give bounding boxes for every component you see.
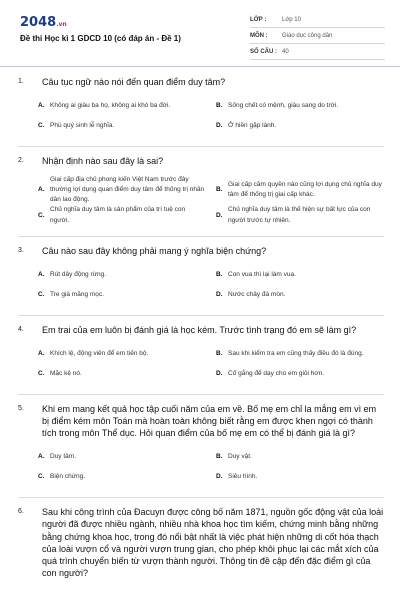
option-a[interactable] [38,175,206,205]
option-letter: C. [38,473,45,481]
page-title: Đề thi Học kì 1 GDCD 10 (có đáp án - Đề 1) [20,34,181,43]
option-letter: B. [216,349,223,357]
option-letter: D. [216,369,223,377]
question-divider [18,315,384,316]
question [0,324,400,395]
question-number: 6. [18,508,24,516]
question-number: 2. [18,157,24,165]
option-d[interactable] [216,205,384,225]
option-letter: A. [38,186,45,194]
option-text: Duy vật. [228,453,252,461]
question-number: 3. [18,246,24,254]
option-text: Chủ nghĩa duy tâm là sản phẩm của trí tuệ con người. [50,206,186,224]
option-text: Duy tâm. [50,453,77,461]
question [0,403,400,498]
option-letter: B. [216,270,223,278]
option-text: Không ai giàu ba họ, không ai khó ba đời. [50,102,171,110]
option-c[interactable] [38,116,206,136]
option-letter: A. [38,453,45,461]
option-d[interactable] [216,364,384,384]
option-letter: B. [216,102,223,110]
option-text: Chủ nghĩa duy tâm là thế hiện sự bất lực của con người trước tự nhiên. [228,206,371,224]
option-letter: C. [38,369,45,377]
question-number: 4. [18,325,24,333]
site-logo[interactable] [20,15,67,30]
option-text: Giai cấp cầm quyền nào cũng lợi dụng chủ nghĩa duy tâm để thống trị giai cấp khác. [228,181,382,199]
option-text: Siêu hình. [228,473,258,481]
question-text: Sau khi công trình của Đacuyn được công bố năm 1871, nguồn gốc động vật của loài người đã được nhiều ngành, nhiều nhà khoa học tìm kiếm, chứng minh bằng những bằng chứng khoa học, trong đó nổi bật nhất là việc phát hiện những di cốt hóa thạch của loài vượn cổ và người vượn trung gian, cho phép khôi phục lại các mắt xích của quá trình chuyển biến từ vượn thành người. Thông tin đề cập đến đặc điểm gì của con người? [42,507,384,578]
option-c[interactable] [38,205,206,225]
option-c[interactable] [38,364,206,384]
question [0,76,400,147]
option-letter: B. [216,453,223,461]
option-letter: C. [38,122,45,130]
question-text: Câu nào sau đây không phải mang ý nghĩa biện chứng? [42,245,267,256]
header-divider [0,66,400,67]
option-a[interactable] [38,265,206,285]
options [38,175,384,225]
question [0,506,400,579]
option-text: Tre già măng mọc. [50,290,104,298]
meta-label: SỐ CÂU : [250,48,277,55]
question-divider [18,394,384,395]
meta-label: LỚP : [250,16,267,23]
option-text: Cố gắng để dạy cho em giỏi hơn. [228,369,325,377]
question [0,155,400,236]
question-divider [18,236,384,237]
question-text: Câu tục ngữ nào nói đến quan điểm duy tâm? [42,77,226,87]
option-text: Sau khi kiểm tra em cũng thấy điều đó là đúng. [228,349,364,357]
option-text: Nước chảy đá mòn. [228,290,286,298]
option-b[interactable] [216,175,384,205]
option-text: Ở hiền gặp lành. [228,122,277,130]
option-b[interactable] [216,447,384,467]
question-divider [18,497,384,498]
question-text: Nhận định nào sau đây là sai? [42,156,164,167]
options [38,96,384,136]
option-text: Khích lệ, động viên để em tiến bộ. [50,349,149,357]
option-letter: D. [216,473,223,481]
header [0,0,400,66]
options [38,447,384,487]
option-text: Mặc kệ nó. [50,369,82,377]
option-text: Con vua thì lại làm vua. [228,270,296,278]
option-a[interactable] [38,344,206,364]
question-number: 5. [18,404,24,412]
option-b[interactable] [216,96,384,116]
option-letter: D. [216,211,223,219]
option-letter: D. [216,290,223,298]
option-text: Giai cấp địa chủ phong kiến Việt Nam trước đây thường lợi dụng quan điểm duy tâm để thống trị nhân dân lao động. [50,176,205,204]
meta-row-subject [250,28,385,44]
options [38,344,384,384]
meta-value: Lớp 10 [282,16,301,23]
option-d[interactable] [216,467,384,487]
option-text: Rút dây động rừng. [50,270,107,278]
question-divider [18,146,384,147]
option-letter: C. [38,211,45,219]
option-c[interactable] [38,285,206,305]
meta-row-class [250,12,385,28]
option-a[interactable] [38,96,206,116]
meta-label: MÔN : [250,32,268,39]
question [0,245,400,316]
meta-value: Giáo dục công dân [282,32,333,39]
logo-main: 2048 [20,15,57,30]
option-c[interactable] [38,467,206,487]
options [38,265,384,305]
question-number: 1. [18,78,24,85]
logo-suffix: .vn [56,21,67,28]
option-a[interactable] [38,447,206,467]
meta-row-question-count [250,44,385,60]
option-d[interactable] [216,285,384,305]
option-letter: A. [38,270,45,278]
option-b[interactable] [216,265,384,285]
option-b[interactable] [216,344,384,364]
option-d[interactable] [216,116,384,136]
option-letter: D. [216,122,223,130]
exam-meta [250,12,385,60]
option-letter: C. [38,290,45,298]
question-text: Khi em mang kết quả học tập cuối năm của em về. Bố mẹ em chỉ la mắng em vì em bị điểm kém môn Toán mà hoàn toàn không biết rằng em được khen ngợi có thành tích trong môn Thể dục. Hỏi quan điểm của bố mẹ em có thể bị đánh giá là gì? [42,403,377,439]
option-letter: B. [216,186,223,194]
option-text: Phú quý sinh lễ nghĩa. [50,122,115,130]
question-list [0,76,400,585]
meta-value: 40 [282,48,289,55]
question-text: Em trai của em luôn bị đánh giá là học kém. Trước tình trạng đó em sẽ làm gì? [42,324,357,335]
option-letter: A. [38,102,45,110]
option-letter: A. [38,349,45,357]
option-text: Sống chết có mệnh, giàu sang do trời. [228,102,339,110]
option-text: Biện chứng. [50,473,86,481]
